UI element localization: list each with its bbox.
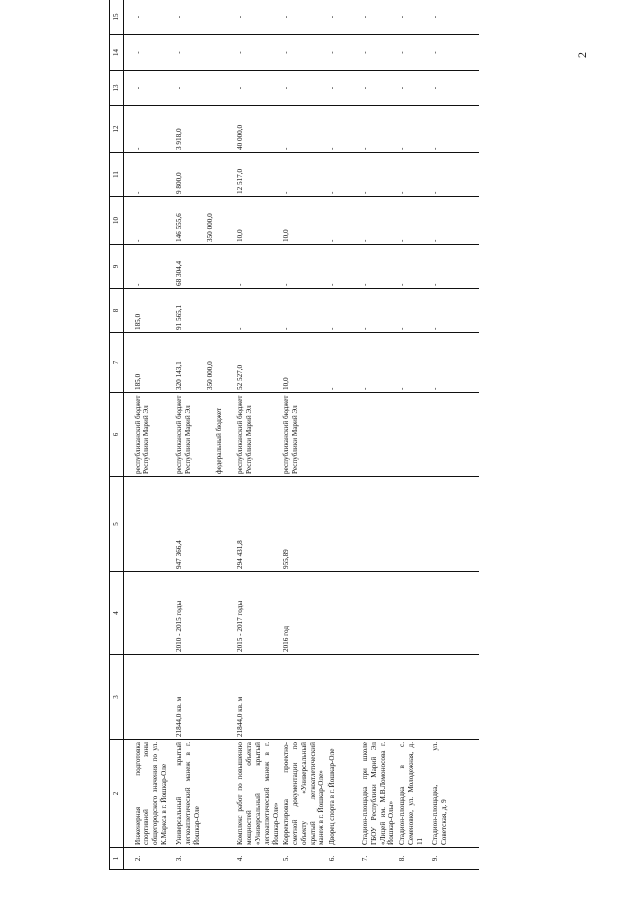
- year-value: -: [328, 147, 337, 150]
- column-header: 8: [110, 289, 124, 333]
- year-value: -: [398, 147, 407, 150]
- object-name: Корректировка проектно-сметной документации по объекту «Универсальный крытый легкоатлетический манеж в г. Йошкар-Оле»: [282, 742, 326, 845]
- year-value: -: [361, 327, 370, 330]
- year-value: -: [430, 327, 439, 330]
- year-value: -: [175, 15, 184, 19]
- page-number: 2: [575, 52, 589, 58]
- program-table: [109, 0, 479, 870]
- estimated-cost: 294 431,8: [236, 540, 245, 569]
- funding-source: республиканский бюджет Республики Марий Эл: [175, 395, 192, 474]
- year-value: -: [328, 51, 337, 54]
- year-value-secondary: 350 000,0: [205, 213, 214, 242]
- year-value: -: [328, 191, 337, 194]
- year-value: 68 304,4: [175, 260, 184, 286]
- column-header-row: [110, 0, 124, 870]
- row-number: 7.: [361, 855, 370, 862]
- year-value: -: [236, 15, 245, 19]
- year-value: -: [282, 15, 291, 19]
- year-value: 10,0: [236, 229, 245, 242]
- funding-source: республиканский бюджет Республики Марий Эл: [282, 395, 300, 474]
- construction-period: 2015 - 2017 годы: [236, 600, 245, 652]
- object-name: Универсальный крытый легкоатлетический манеж в г. Йошкар-Оле: [175, 742, 201, 845]
- column-header: 3: [110, 655, 124, 740]
- table-row-7: [360, 0, 397, 870]
- year-value: -: [133, 86, 142, 90]
- funding-source: республиканский бюджет Республики Марий Эл: [133, 395, 151, 474]
- row-number: 2.: [133, 855, 142, 862]
- year-value: -: [282, 51, 291, 54]
- table-row-4: [224, 0, 281, 870]
- total-funding: -: [430, 387, 439, 390]
- year-value: -: [236, 51, 245, 54]
- table-row-2: [123, 0, 174, 870]
- column-header: 9: [110, 245, 124, 289]
- total-funding: 185,0: [133, 373, 142, 390]
- year-value: -: [282, 147, 291, 150]
- table-row-8: [397, 0, 430, 870]
- year-value: 91 565,1: [175, 304, 184, 330]
- total-funding: -: [398, 387, 407, 390]
- year-value: -: [430, 15, 439, 19]
- year-value: -: [361, 51, 370, 54]
- year-value: -: [430, 51, 439, 54]
- row-number: 6.: [328, 855, 337, 862]
- year-value: -: [328, 86, 337, 90]
- year-value: 3 918,0: [175, 128, 184, 150]
- capacity: 21844,0 кв. м: [236, 696, 245, 737]
- object-name: Стадион-площадка при школе ГБОУ Республики Марий Эл «Лицей им. М.В.Ломоносова г. Йошкар-Олы»: [361, 742, 396, 845]
- year-value: -: [282, 327, 291, 330]
- column-header: 13: [110, 71, 124, 106]
- object-name: Стадион-площадка, ул. Советская, д. 9: [430, 742, 448, 845]
- total-funding: -: [361, 387, 370, 390]
- column-header: 11: [110, 153, 124, 197]
- column-header: 15: [110, 0, 124, 35]
- year-value: -: [398, 283, 407, 286]
- column-header: 1: [110, 848, 124, 870]
- object-name: Стадион-площадка в с. Семеновке, ул. Молодежная, д. 11: [398, 742, 424, 845]
- year-value: -: [430, 191, 439, 194]
- estimated-cost: 947 366,4: [175, 540, 184, 569]
- year-value: -: [175, 86, 184, 90]
- year-value: -: [328, 239, 337, 242]
- year-value: -: [133, 147, 142, 150]
- construction-period: 2016 год: [282, 626, 291, 652]
- total-funding: 10,0: [282, 377, 291, 390]
- year-value: -: [361, 15, 370, 19]
- year-value: -: [361, 191, 370, 194]
- year-value: 12 517,0: [236, 168, 245, 194]
- column-header: 7: [110, 333, 124, 393]
- row-number: 5.: [282, 855, 291, 862]
- year-value: 185,0: [133, 313, 142, 330]
- total-funding: 52 527,0: [236, 364, 245, 390]
- rotated-sheet: [109, 0, 609, 870]
- column-header: 10: [110, 197, 124, 245]
- year-value: -: [398, 191, 407, 194]
- year-value: -: [430, 86, 439, 90]
- year-value: 146 555,6: [175, 213, 184, 242]
- year-value: -: [236, 86, 245, 90]
- year-value: -: [361, 283, 370, 286]
- row-number: 9.: [430, 855, 439, 862]
- year-value: 9 800,0: [175, 172, 184, 194]
- year-value: -: [236, 327, 245, 330]
- year-value: -: [361, 239, 370, 242]
- year-value: -: [133, 283, 142, 286]
- year-value: -: [282, 283, 291, 286]
- year-value: -: [361, 147, 370, 150]
- year-value: -: [282, 86, 291, 90]
- year-value: -: [398, 15, 407, 19]
- funding-source: республиканский бюджет Республики Марий Эл: [236, 395, 254, 474]
- year-value: -: [328, 15, 337, 19]
- column-header: 12: [110, 106, 124, 153]
- column-header: 14: [110, 35, 124, 71]
- funding-source-secondary: федеральный бюджет: [214, 407, 223, 474]
- object-name: Дворец спорта в г. Йошкар-Оле: [328, 748, 337, 845]
- year-value: 40 000,0: [236, 124, 245, 150]
- year-value: -: [328, 327, 337, 330]
- year-value: -: [282, 191, 291, 194]
- year-value: -: [430, 239, 439, 242]
- year-value: -: [133, 51, 142, 54]
- table-row-6: [327, 0, 360, 870]
- capacity: 21844,0 кв. м: [175, 696, 184, 737]
- column-header: 2: [110, 740, 124, 848]
- total-funding-secondary: 350 000,0: [205, 361, 214, 390]
- construction-period: 2010 - 2015 годы: [175, 600, 184, 652]
- column-header: 4: [110, 572, 124, 655]
- table-row-9: [430, 0, 463, 870]
- year-value: -: [133, 15, 142, 19]
- object-name: Комплекс работ по повышению мощностей объекта «Универсальный крытый легкоатлетический манеж в г. Йошкар-Оле»: [236, 742, 280, 845]
- year-value: -: [328, 283, 337, 286]
- year-value: -: [236, 283, 245, 286]
- year-value: -: [361, 86, 370, 90]
- table-row-3: [174, 0, 224, 870]
- year-value: -: [398, 51, 407, 54]
- year-value: -: [133, 239, 142, 242]
- row-number: 3.: [175, 855, 184, 862]
- year-value: -: [175, 51, 184, 54]
- year-value: -: [430, 283, 439, 286]
- year-value: -: [398, 239, 407, 242]
- total-funding: -: [328, 387, 337, 390]
- table-filler: [463, 0, 479, 870]
- column-header: 6: [110, 393, 124, 477]
- table-row-5: [281, 0, 327, 870]
- row-number: 8.: [398, 855, 407, 862]
- estimated-cost: 955,89: [282, 549, 291, 569]
- year-value: 10,0: [282, 229, 291, 242]
- total-funding: 320 143,1: [175, 361, 184, 390]
- year-value: -: [398, 86, 407, 90]
- row-number: 4.: [236, 855, 245, 862]
- year-value: -: [398, 327, 407, 330]
- object-name: Инженерная подготовка спортивной зоны общегородского значения по ул. К.Маркса в г. Йошкар-Оле: [133, 742, 168, 845]
- year-value: -: [133, 191, 142, 194]
- column-header: 5: [110, 477, 124, 572]
- year-value: -: [430, 147, 439, 150]
